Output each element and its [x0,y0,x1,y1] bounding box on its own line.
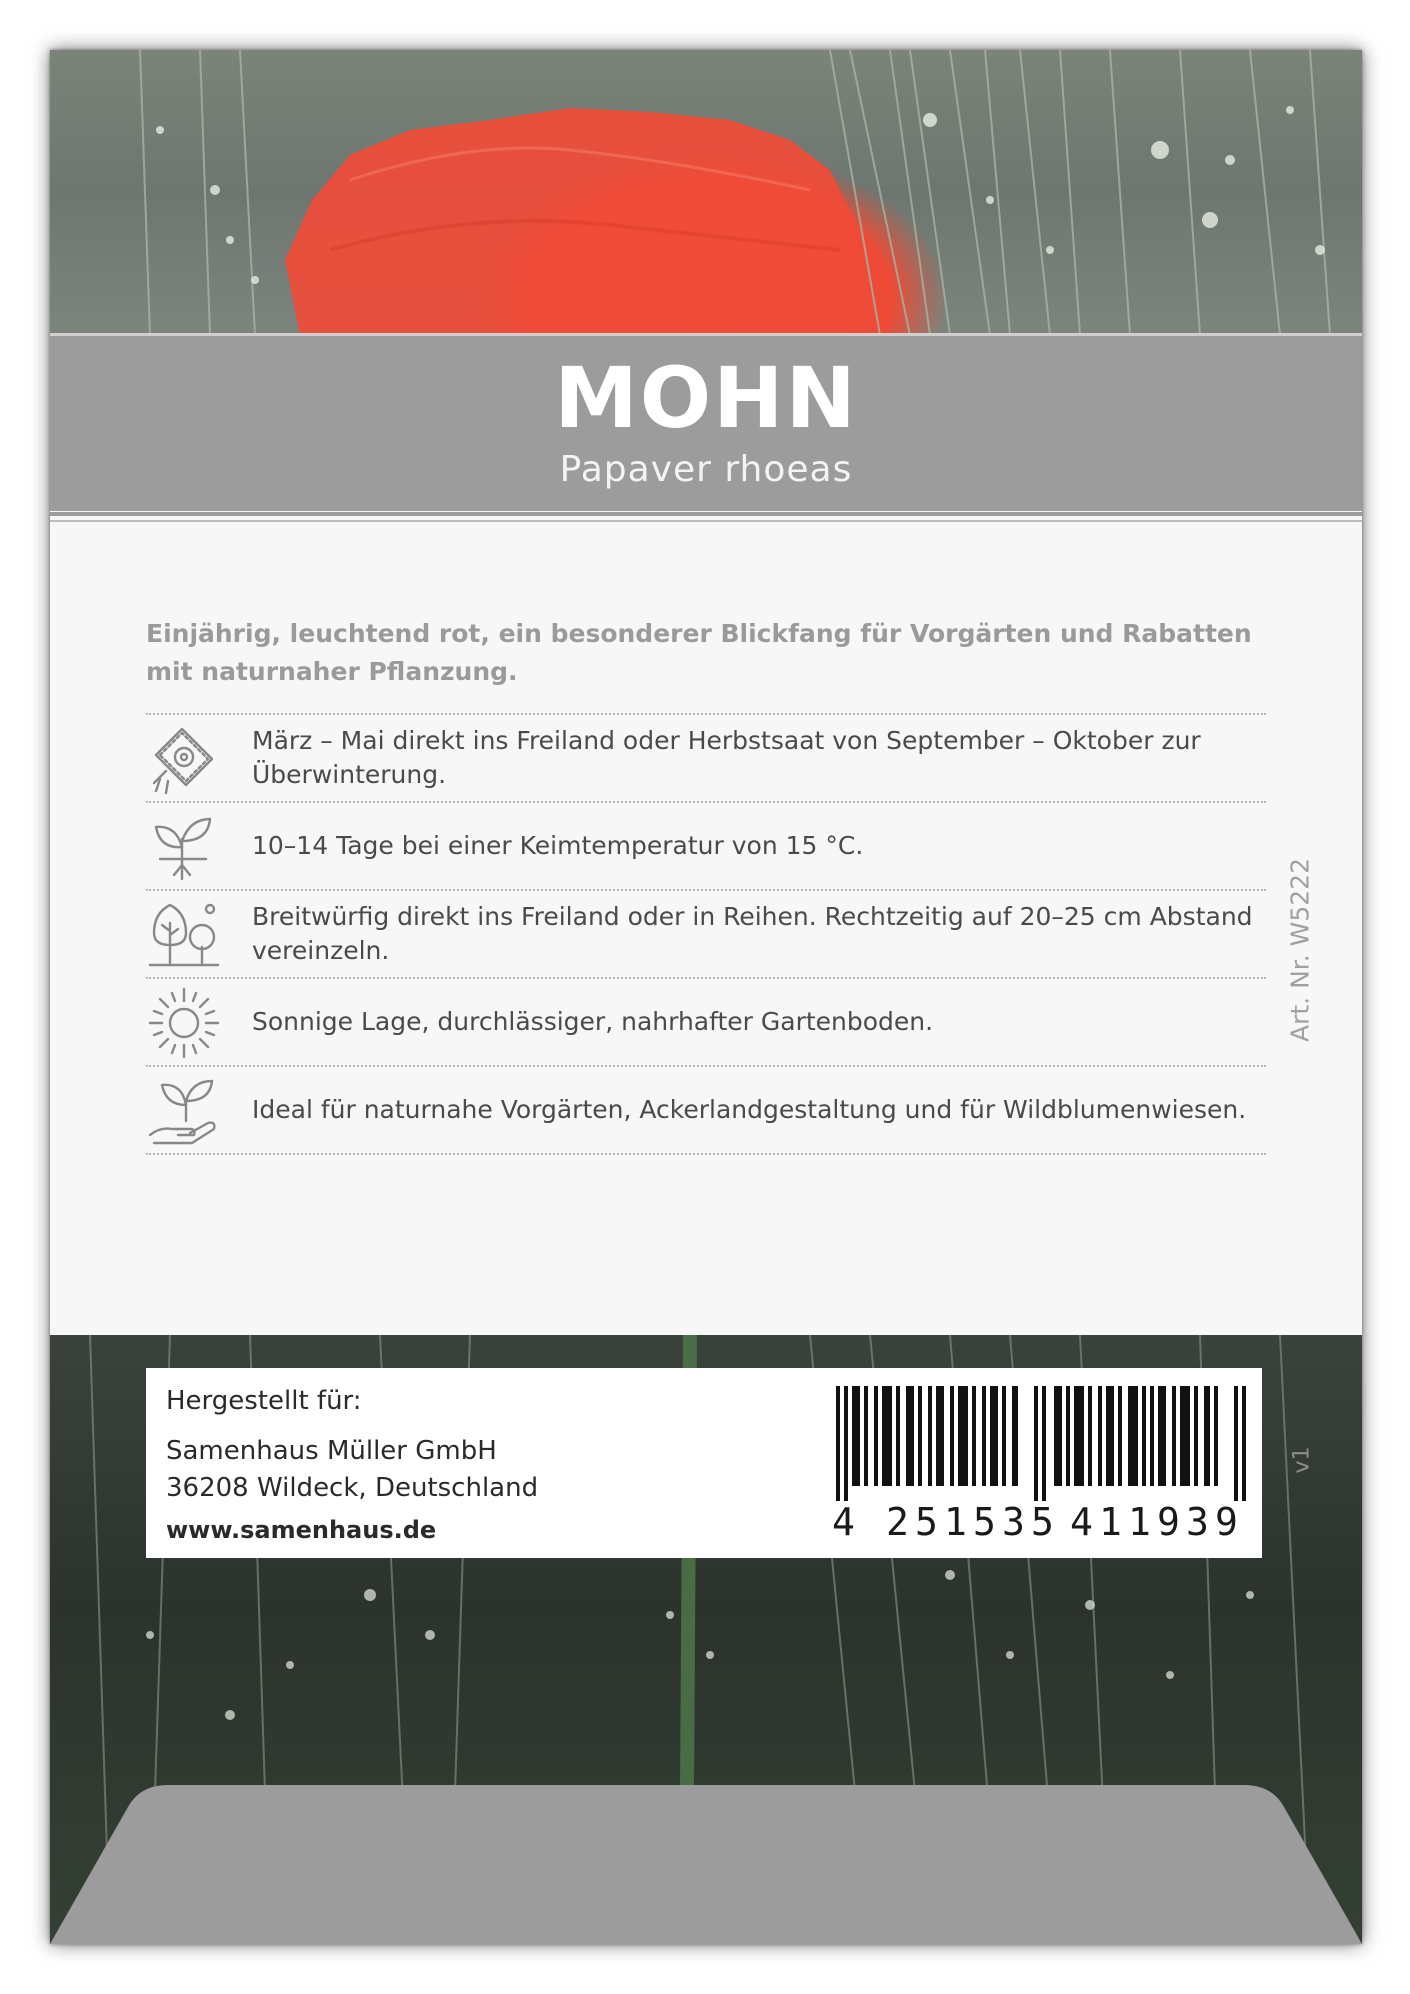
product-latin-name: Papaver rhoeas [559,449,853,490]
instruction-text: März – Mai direkt ins Freiland oder Herbstsaat von September – Oktober zur Überwinterung. [252,726,1201,789]
instruction-row [146,889,1266,977]
barcode-digit: 1 [1099,1500,1122,1544]
barcode-digit: 9 [1215,1500,1238,1544]
version-text: v1 [1289,1446,1315,1474]
title-divider [50,512,1362,516]
barcode-digit: 5 [973,1500,996,1544]
instruction-text: Sonnige Lage, durchlässiger, nahrhafter Gartenboden. [252,1007,934,1036]
instruction-row [146,1065,1266,1155]
plant-spacing-icon [146,897,222,973]
product-title: MOHN [554,349,858,447]
hand-plant-icon [146,1073,222,1149]
barcode-digit: 4 [1070,1500,1093,1544]
title-divider-thin [50,520,1362,522]
instruction-row [146,801,1266,889]
seed-packet-icon [146,721,222,797]
poppy-photo [50,50,1362,335]
barcode-digit: 1 [1128,1500,1151,1544]
product-description: Einjährig, leuchtend rot, ein besonderer Blickfang für Vorgärten und Rabatten mit naturnaher Pflanzung. [146,619,1252,686]
manufacturer-website-link[interactable]: www.samenhaus.de [166,1516,437,1544]
instruction-row [146,713,1266,801]
barcode-digit: 4 [832,1500,855,1544]
barcode-digit: 3 [1002,1500,1025,1544]
barcode [836,1386,1250,1501]
barcode-digit: 3 [1186,1500,1209,1544]
barcode-digit: 1 [944,1500,967,1544]
article-number [1270,845,1330,1055]
packet-pocket-flap [50,1785,1362,1944]
manufacturer-address: 36208 Wildeck, Deutschland [166,1473,539,1503]
manufacturer-label: Hergestellt für: [166,1386,362,1416]
sun-icon [146,985,222,1061]
version-label [1282,1440,1322,1480]
seedling-icon [146,809,222,885]
instruction-text: Breitwürfig direkt ins Freiland oder in Reihen. Rechtzeitig auf 20–25 cm Abstand vereinzeln. [252,902,1253,965]
barcode-digit: 5 [1031,1500,1054,1544]
instruction-list [146,713,1266,1155]
barcode-digit: 9 [1157,1500,1180,1544]
barcode-digit: 5 [915,1500,938,1544]
manufacturer-box [146,1368,1262,1558]
barcode-digit: 2 [886,1500,909,1544]
manufacturer-name: Samenhaus Müller GmbH [166,1436,497,1466]
barcode-number [832,1500,1256,1546]
poppy-photo-graphic [50,50,1362,335]
article-number-text: Art. Nr. W5222 [1285,858,1315,1042]
instruction-text: Ideal für naturnahe Vorgärten, Ackerlandgestaltung und für Wildblumenwiesen. [252,1095,1247,1124]
instruction-row [146,977,1266,1065]
seed-packet-back [50,50,1362,1944]
instruction-text: 10–14 Tage bei einer Keimtemperatur von 15 °C. [252,831,864,860]
